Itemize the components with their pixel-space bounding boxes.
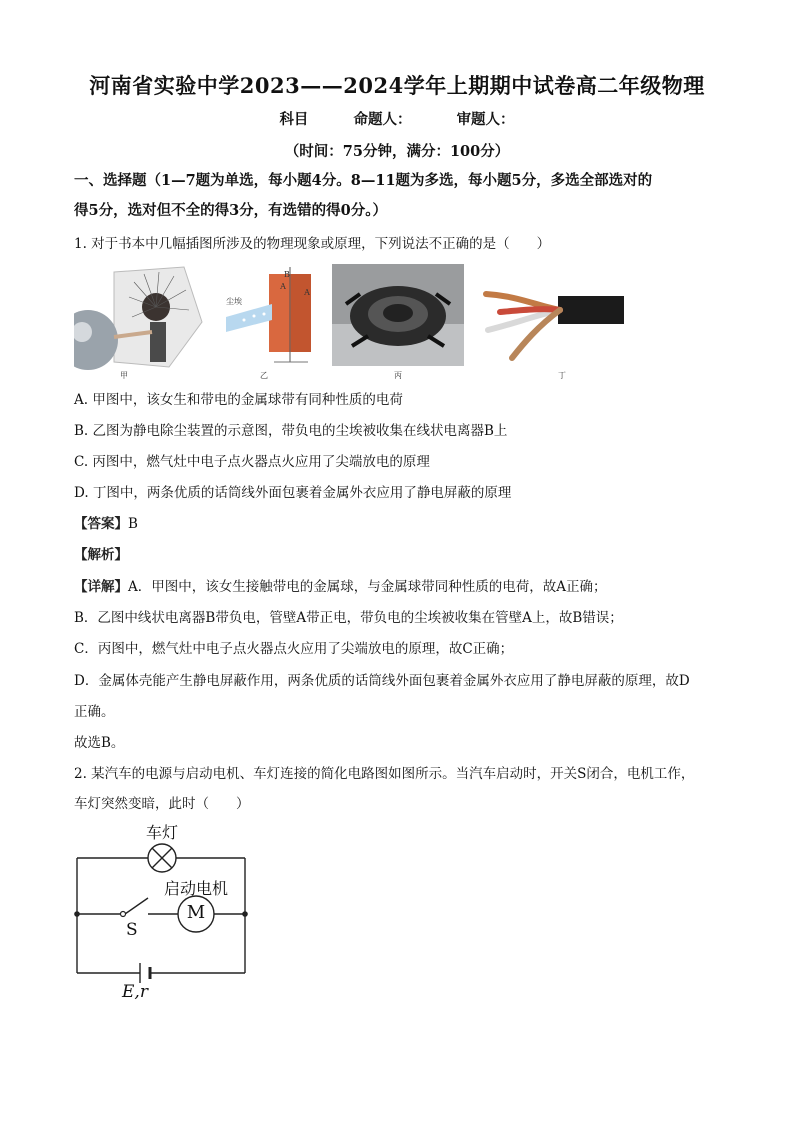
q1-detail-c: C．丙图中，燃气灶中电子点火器点火应用了尖端放电的原理，故C正确；: [74, 641, 514, 657]
figure-yi-image: [224, 262, 324, 372]
answer-value: B: [128, 516, 138, 532]
setter-label: 命题人：: [353, 111, 412, 128]
q2-stem-line1: 2. 某汽车的电源与启动电机、车灯连接的简化电路图如图所示。当汽车启动时，开关S闭合，电机工作，: [74, 766, 695, 782]
q1-answer: [74, 514, 724, 534]
circuit-motor-symbol: M: [186, 902, 206, 923]
q2-circuit-diagram: [70, 818, 260, 1008]
q1-option-d: D. 丁图中，两条优质的话筒线外面包裹着金属外衣应用了静电屏蔽的原理: [74, 485, 512, 501]
figure-caption-bing: 丙: [394, 371, 402, 380]
page-title: 河南省实验中学2023——2024学年上期期中试卷高二年级物理: [89, 73, 705, 98]
q1-analysis-tag: 【解析】: [74, 547, 128, 563]
circuit-label-lamp: 车灯: [146, 823, 179, 842]
detail-tag: 【详解】: [74, 579, 128, 595]
section-heading-line1: 一、选择题（1—7题为单选，每小题4分。8—11题为多选，每小题5分，多选全部选对的: [74, 172, 653, 189]
q1-detail-a: [74, 577, 724, 597]
q1-stem: 1. 对于书本中几幅插图所涉及的物理现象或原理，下列说法不正确的是（ ）: [74, 236, 551, 252]
figure-ding-image: [478, 266, 624, 366]
q1-detail-d: D．金属体壳能产生静电屏蔽作用，两条优质的话筒线外面包裹着金属外衣应用了静电屏蔽的原理，故D: [74, 673, 690, 689]
time-note: （时间：75分钟，满分：100分）: [284, 143, 510, 160]
q1-conclusion: 故选B。: [74, 735, 125, 751]
figure-yi-label-a1: A: [280, 282, 286, 291]
figure-caption-jia: 甲: [120, 371, 128, 380]
figure-yi-label-a2: A: [304, 288, 310, 297]
answer-tag: 【答案】: [74, 516, 128, 532]
q1-detail-d-cont: 正确。: [74, 704, 115, 720]
q1-option-c: C. 丙图中，燃气灶中电子点火器点火应用了尖端放电的原理: [74, 454, 430, 470]
circuit-label-source: E,r: [122, 982, 148, 1002]
figure-bing-image: [332, 264, 464, 366]
circuit-wires: [70, 818, 260, 1008]
exam-meta: [0, 108, 794, 129]
figure-caption-yi: 乙: [260, 371, 268, 380]
section-heading-line2: 得5分，选对但不全的得3分，有选错的得0分。）: [74, 202, 388, 219]
figure-yi-label-dust: 尘埃: [226, 297, 242, 306]
reviewer-label: 审题人：: [456, 111, 515, 128]
figure-jia-image: [74, 262, 204, 372]
circuit-label-motor: 启动电机: [164, 879, 229, 898]
figure-yi-label-b: B: [284, 270, 290, 279]
circuit-label-switch: S: [126, 920, 138, 940]
q1-detail-b: B．乙图中线状电离器B带负电，管壁A带正电，带负电的尘埃被收集在管壁A上，故B错误；: [74, 610, 623, 626]
q2-stem-line2: 车灯突然变暗，此时（ ）: [74, 796, 250, 812]
q1-option-b: B. 乙图为静电除尘装置的示意图，带负电的尘埃被收集在线状电离器B上: [74, 423, 508, 439]
q1-option-a: A. 甲图中，该女生和带电的金属球带有同种性质的电荷: [74, 392, 403, 408]
q1-figure-strip: [74, 262, 634, 382]
subject-label: 科目: [279, 111, 309, 128]
figure-caption-ding: 丁: [558, 371, 566, 380]
detail-line-a: A．甲图中，该女生接触带电的金属球，与金属球带同种性质的电荷，故A正确；: [128, 579, 607, 595]
